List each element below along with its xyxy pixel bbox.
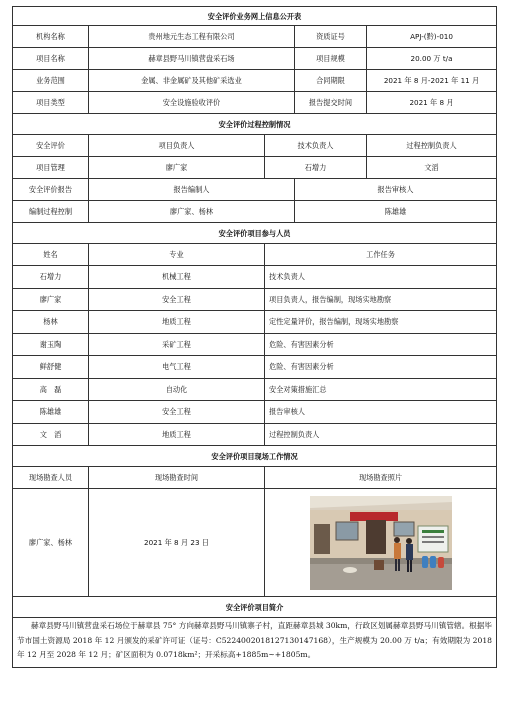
staff-name: 鲜舒健 — [13, 356, 89, 379]
staff-major: 地质工程 — [89, 423, 265, 446]
cert-no-label: 资质证号 — [295, 26, 367, 48]
survey-time-value: 2021 年 8 月 23 日 — [89, 489, 265, 597]
staff-task: 项目负责人，报告编制，现场实地勘察 — [265, 288, 497, 311]
staff-row — [13, 378, 497, 401]
compile-control-label: 编制过程控制 — [13, 201, 89, 223]
org-name-value: 贵州地元生态工程有限公司 — [89, 26, 295, 48]
project-scale-value: 20.00 万 t/a — [367, 48, 497, 70]
report-compiler-value: 廖广家、杨林 — [89, 201, 295, 223]
technical-lead-value: 石增力 — [265, 157, 367, 179]
staff-row — [13, 333, 497, 356]
report-reviewer-value: 陈雄雄 — [295, 201, 497, 223]
project-name-value: 赫章县野马川镇营盘采石场 — [89, 48, 295, 70]
process-control-heading: 过程控制负责人 — [367, 135, 497, 157]
contract-period-label: 合同期限 — [295, 70, 367, 92]
org-name-label: 机构名称 — [13, 26, 89, 48]
technical-lead-heading: 技术负责人 — [265, 135, 367, 157]
staff-task: 危险、有害因素分析 — [265, 333, 497, 356]
staff-name: 谢玉陶 — [13, 333, 89, 356]
business-scope-value: 金属、非金属矿及其他矿采选业 — [89, 70, 295, 92]
staff-row — [13, 311, 497, 334]
staff-major: 安全工程 — [89, 401, 265, 424]
staff-row — [13, 423, 497, 446]
staff-name-header: 姓名 — [13, 244, 89, 266]
staff-task: 技术负责人 — [265, 266, 497, 289]
surveyor-header: 现场勘查人员 — [13, 467, 89, 489]
staff-name: 文 滔 — [13, 423, 89, 446]
staff-row — [13, 356, 497, 379]
project-management-label: 项目管理 — [13, 157, 89, 179]
process-control-value: 文滔 — [367, 157, 497, 179]
intro-section-heading: 安全评价项目简介 — [13, 597, 497, 618]
staff-major: 自动化 — [89, 378, 265, 401]
form-title: 安全评价业务网上信息公开表 — [13, 7, 497, 26]
project-manager-heading: 项目负责人 — [89, 135, 265, 157]
staff-major: 地质工程 — [89, 311, 265, 334]
staff-major: 采矿工程 — [89, 333, 265, 356]
disclosure-table — [12, 6, 497, 668]
staff-row — [13, 288, 497, 311]
cert-no-value: APJ-(黔)-010 — [367, 26, 497, 48]
survey-photo-header: 现场勘查照片 — [265, 467, 497, 489]
process-section-heading: 安全评价过程控制情况 — [13, 114, 497, 135]
submit-time-value: 2021 年 8 月 — [367, 92, 497, 114]
safety-eval-label: 安全评价 — [13, 135, 89, 157]
project-intro-text: 赫章县野马川镇营盘采石场位于赫章县 75° 方向赫章县野马川镇寨子村，直距赫章县城 30km，行政区划属赫章县野马川镇管辖。根据毕节市国土资源局 2018 年 12 月颁发的采矿许可证（证号：C5224002018127130147168），生产规模为 20.00 万 t/a；有效期限为 2018 年 12 月至 2028 年 12 月；矿区面积为 0.0718km²；开采标高+1885m~+1805m。 — [13, 618, 497, 668]
site-survey-photo — [310, 496, 452, 590]
survey-photo-cell — [265, 489, 497, 597]
staff-task: 安全对策措施汇总 — [265, 378, 497, 401]
staff-major-header: 专业 — [89, 244, 265, 266]
site-section-heading: 安全评价项目现场工作情况 — [13, 446, 497, 467]
staff-name: 石增力 — [13, 266, 89, 289]
staff-name: 高 磊 — [13, 378, 89, 401]
project-type-label: 项目类型 — [13, 92, 89, 114]
staff-task: 报告审核人 — [265, 401, 497, 424]
project-scale-label: 项目规模 — [295, 48, 367, 70]
staff-task: 过程控制负责人 — [265, 423, 497, 446]
submit-time-label: 报告提交时间 — [295, 92, 367, 114]
staff-row — [13, 401, 497, 424]
project-name-label: 项目名称 — [13, 48, 89, 70]
project-manager-value: 廖广家 — [89, 157, 265, 179]
staff-major: 机械工程 — [89, 266, 265, 289]
surveyor-value: 廖广家、杨林 — [13, 489, 89, 597]
staff-name: 杨林 — [13, 311, 89, 334]
staff-row — [13, 266, 497, 289]
report-compiler-heading: 报告编制人 — [89, 179, 295, 201]
staff-major: 安全工程 — [89, 288, 265, 311]
staff-section-heading: 安全评价项目参与人员 — [13, 223, 497, 244]
survey-time-header: 现场勘查时间 — [89, 467, 265, 489]
staff-task: 定性定量评价，报告编制，现场实地勘察 — [265, 311, 497, 334]
staff-major: 电气工程 — [89, 356, 265, 379]
staff-task-header: 工作任务 — [265, 244, 497, 266]
eval-report-label: 安全评价报告 — [13, 179, 89, 201]
staff-rows — [13, 266, 497, 446]
staff-name: 廖广家 — [13, 288, 89, 311]
report-reviewer-heading: 报告审核人 — [295, 179, 497, 201]
business-scope-label: 业务范围 — [13, 70, 89, 92]
staff-task: 危险、有害因素分析 — [265, 356, 497, 379]
staff-name: 陈雄雄 — [13, 401, 89, 424]
project-type-value: 安全设施验收评价 — [89, 92, 295, 114]
contract-period-value: 2021 年 8 月-2021 年 11 月 — [367, 70, 497, 92]
